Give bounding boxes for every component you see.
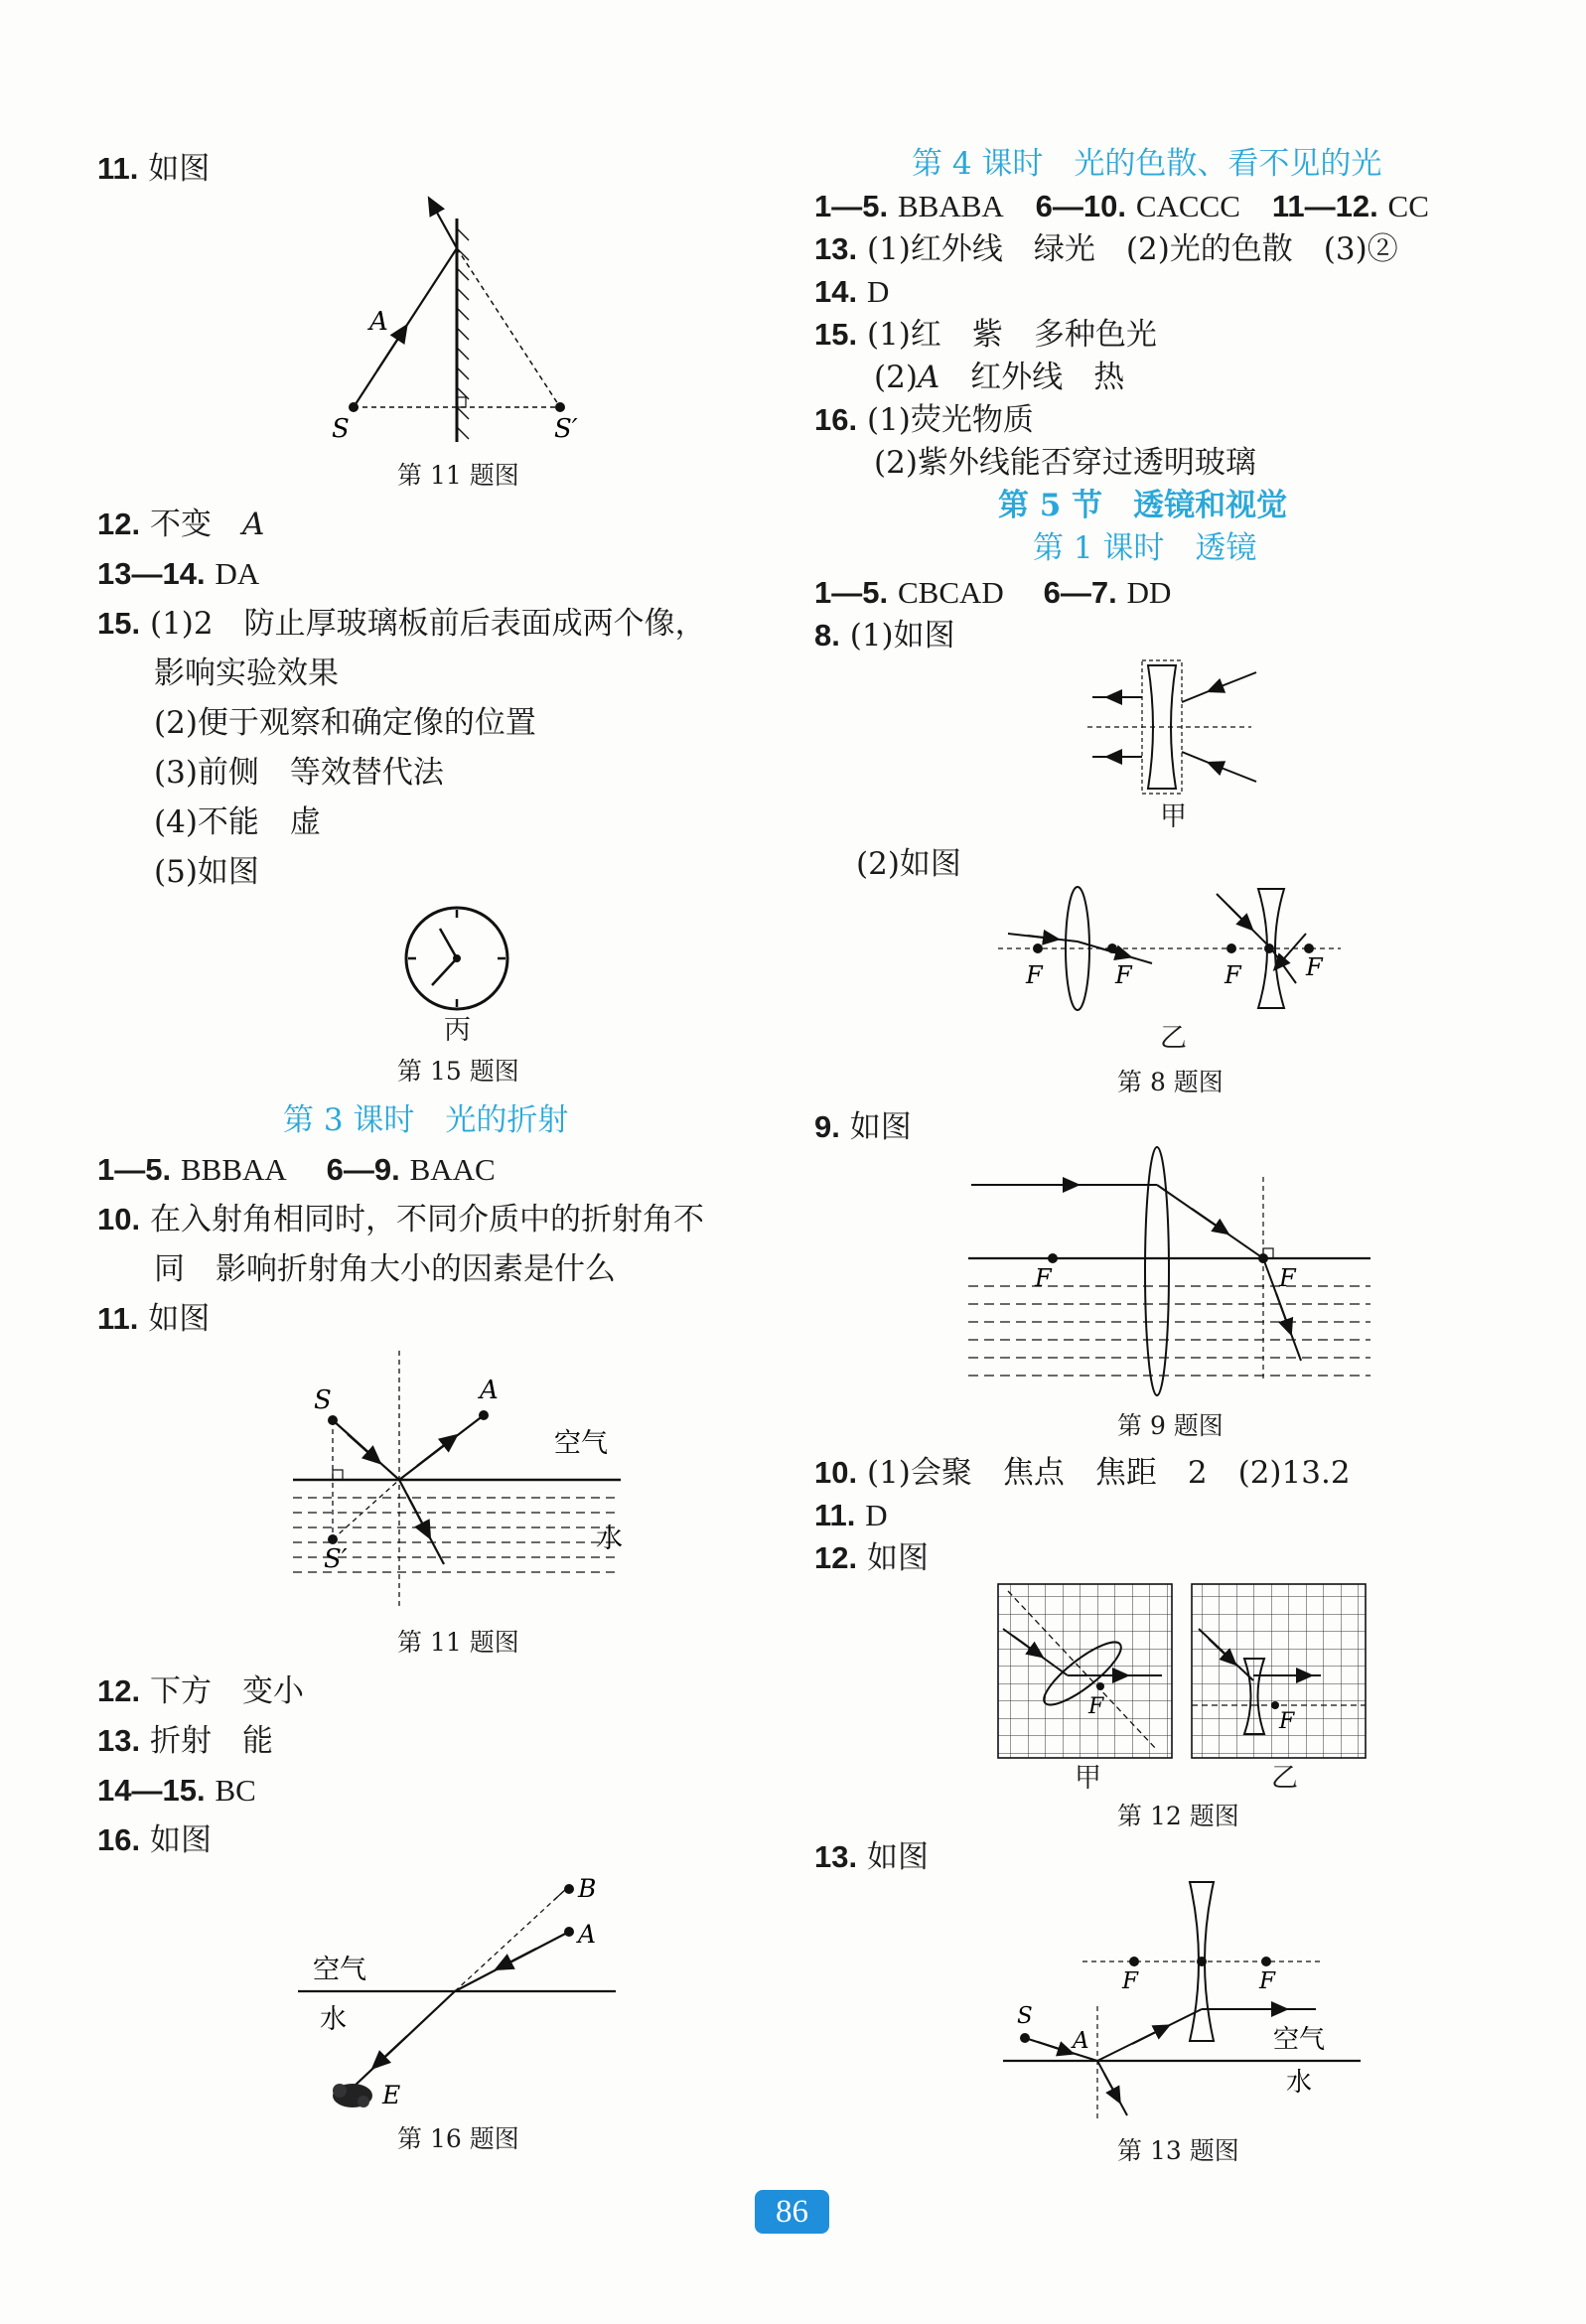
figure-11-mirror: [318, 194, 596, 452]
figure-11-refraction: [288, 1351, 626, 1609]
svg-text:水: 水: [320, 2004, 347, 2035]
question-15-line6: (5)如图: [154, 854, 259, 890]
s5-question-1-7: 1—5. CBCAD 6—7. DD: [814, 575, 1172, 610]
svg-text:A: A: [480, 1376, 499, 1405]
s5-question-10: 10. (1)会聚 焦点 焦距 2 (2)13.2: [814, 1455, 1351, 1491]
section-5-subtitle: 第 1 课时 透镜: [1033, 530, 1257, 566]
figure-15-clock: [402, 904, 511, 1013]
s5-question-8-part2: (2)如图: [856, 846, 961, 882]
question-11: 11. 如图: [97, 151, 211, 187]
question-15: 15. (1)2 防止厚玻璃板前后表面成两个像，: [97, 606, 706, 642]
svg-text:F: F: [1225, 961, 1241, 989]
svg-text:B: B: [578, 1874, 597, 1903]
figure-8-caption: 第 8 题图: [1117, 1068, 1224, 1096]
section-3-title: 第 3 课时 光的折射: [283, 1102, 569, 1138]
svg-text:A: A: [369, 307, 388, 337]
figure-9-lens: [963, 1142, 1380, 1400]
figure-16-caption: 第 16 题图: [397, 2124, 519, 2153]
s3-question-11: 11. 如图: [97, 1301, 211, 1337]
svg-text:F: F: [1035, 1264, 1052, 1292]
svg-text:空气: 空气: [1273, 2025, 1326, 2055]
figure-13-caption: 第 13 题图: [1117, 2136, 1239, 2165]
svg-text:水: 水: [596, 1524, 623, 1554]
figure-8-jia-label: 甲: [1160, 801, 1187, 832]
svg-text:A: A: [578, 1920, 597, 1949]
figure-12-caption: 第 12 题图: [1117, 1802, 1239, 1830]
svg-text:空气: 空气: [554, 1428, 608, 1459]
question-15-line3: (2)便于观察和确定像的位置: [154, 705, 536, 741]
section-4-title: 第 4 课时 光的色散、看不见的光: [912, 146, 1382, 182]
figure-8-yi: [998, 884, 1346, 1018]
page-number: 86: [755, 2190, 829, 2234]
figure-15-label: 丙: [444, 1015, 471, 1046]
figure-8-jia: [1082, 657, 1261, 797]
question-15-line2: 影响实验效果: [154, 655, 339, 691]
s5-question-11: 11. D: [814, 1498, 888, 1532]
svg-text:F: F: [1279, 1264, 1296, 1292]
s4-question-1-12: 1—5. BBABA 6—10. CACCC 11—12. CC: [814, 189, 1429, 223]
s3-question-13: 13. 折射 能: [97, 1723, 273, 1759]
s4-question-15: 15. (1)红 紫 多种色光: [814, 317, 1157, 353]
s4-question-16-line2: (2)紫外线能否穿过透明玻璃: [874, 445, 1256, 481]
svg-text:A: A: [1073, 2028, 1089, 2054]
svg-text:F: F: [1115, 961, 1132, 989]
figure-8-yi-label: 乙: [1160, 1023, 1187, 1054]
s5-question-13: 13. 如图: [814, 1839, 929, 1875]
figure-9-caption: 第 9 题图: [1117, 1411, 1224, 1440]
question-13-14: 13—14. DA: [97, 556, 260, 591]
figure-12-grids: [993, 1579, 1370, 1760]
question-15-line4: (3)前侧 等效替代法: [154, 755, 444, 791]
figure-12-jia-label: 甲: [1075, 1763, 1101, 1794]
figure-16-refraction: [298, 1867, 626, 2115]
figure-13-lens-water: [993, 1877, 1370, 2125]
svg-text:S: S: [332, 414, 350, 444]
figure-11-caption: 第 11 题图: [397, 461, 519, 490]
svg-text:E: E: [382, 2081, 401, 2109]
svg-text:F: F: [1088, 1694, 1104, 1719]
s3-question-14-15: 14—15. BC: [97, 1773, 256, 1808]
svg-text:水: 水: [1286, 2068, 1313, 2098]
svg-text:F: F: [1259, 1968, 1275, 1994]
s5-question-8: 8. (1)如图: [814, 618, 955, 654]
svg-text:S: S: [1017, 2003, 1033, 2029]
svg-text:S′: S′: [554, 414, 578, 444]
s3-question-10: 10. 在入射角相同时，不同介质中的折射角不: [97, 1202, 704, 1237]
figure-11b-caption: 第 11 题图: [397, 1628, 519, 1657]
section-5-title: 第 5 节 透镜和视觉: [998, 488, 1288, 523]
svg-text:空气: 空气: [313, 1955, 366, 1985]
svg-text:F: F: [1026, 961, 1043, 989]
s4-question-16: 16. (1)荧光物质: [814, 402, 1034, 438]
s4-question-15-line2: (2)A 红外线 热: [874, 360, 1125, 395]
svg-text:F: F: [1122, 1968, 1138, 1994]
svg-text:S: S: [314, 1385, 332, 1415]
svg-text:F: F: [1279, 1709, 1295, 1734]
figure-12-yi-label: 乙: [1271, 1763, 1298, 1794]
svg-text:S′: S′: [324, 1544, 348, 1574]
s4-question-14: 14. D: [814, 274, 890, 309]
s3-question-12: 12. 下方 变小: [97, 1673, 304, 1709]
s4-question-13: 13. (1)红外线 绿光 (2)光的色散 (3)②: [814, 231, 1398, 267]
s5-question-9: 9. 如图: [814, 1109, 912, 1145]
s3-question-1-9: 1—5. BBBAA 6—9. BAAC: [97, 1152, 496, 1187]
figure-15-caption: 第 15 题图: [397, 1057, 519, 1086]
question-15-line5: (4)不能 虚: [154, 804, 321, 840]
s3-question-16: 16. 如图: [97, 1822, 212, 1858]
question-12: 12. 不变 A: [97, 507, 265, 542]
s5-question-12: 12. 如图: [814, 1540, 929, 1576]
s3-question-10-line2: 同 影响折射角大小的因素是什么: [154, 1251, 616, 1287]
svg-text:F: F: [1306, 953, 1323, 981]
